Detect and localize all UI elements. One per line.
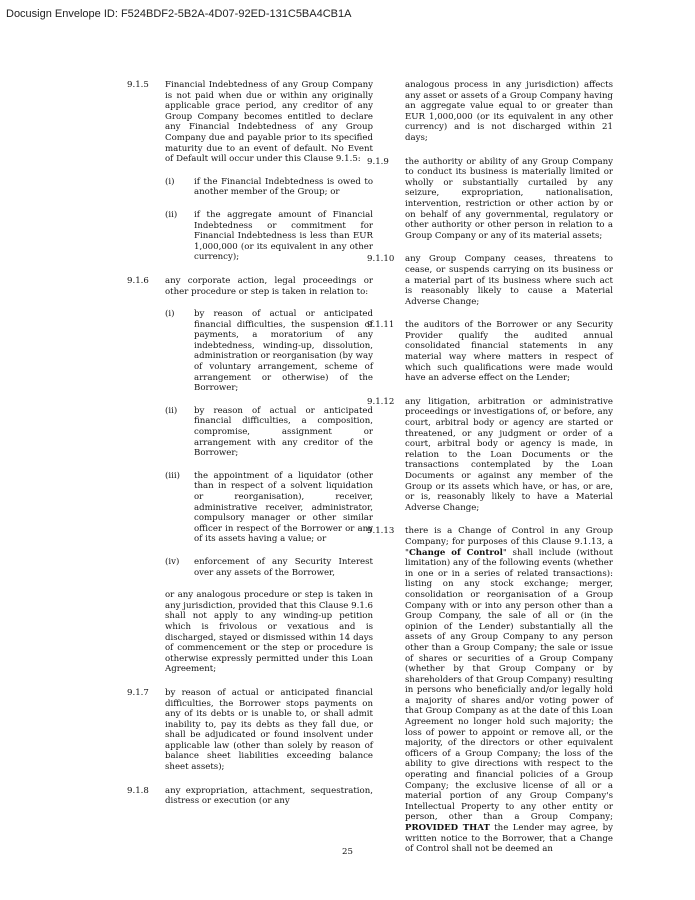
clause-9-1-12 [367, 396, 613, 514]
clause-text: any Group Company ceases, threatens to cease, or suspends carrying on its business or a material part of its business where such act is reasonably likely to cause a Material Adverse Change; [405, 254, 613, 307]
clause-number: 9.1.9 [367, 156, 389, 167]
clause-text: the authority or ability of any Group Company to conduct its business is materially limited or wholly or substantially curtailed by any seizure, expropriation, nationalisation, intervention, restriction or other action by or on behalf of any governmental, regulatory or other authority or other person in relation to a Group Company or any of its material assets; [405, 156, 613, 241]
clause-number: 9.1.10 [367, 254, 395, 265]
clause-text: analogous process in any jurisdiction) affects any asset or assets of a Group Company having an aggregate value equal to or greater than EUR 1,000,000 (or its equivalent in any other currency) and is not discharged within 21 days; [405, 80, 613, 143]
clause-9-1-7 [127, 687, 373, 773]
clause-text: any litigation, arbitration or administrative proceedings or investigations of, or before, any court, arbitral body or agency are started or threatened, or any judgment or order of a court, arbitral body or agency is made, in relation to the Loan Documents or the transactions contemplated by the Loan Documents or against any member of the Group or its assets which have, or has, or are, or is, reasonably likely to have a Material Adverse Change; [405, 396, 613, 513]
clause-number: 9.1.7 [127, 687, 149, 698]
clause-number: 9.1.11 [367, 320, 395, 331]
clause-9-1-13 [367, 526, 613, 855]
subclause-text: if the Financial Indebtedness is owed to another member of the Group; or [194, 176, 373, 198]
clause-9-1-8-continued [405, 80, 613, 144]
clause-text: Financial Indebtedness of any Group Company is not paid when due or within any originally applicable grace period, any creditor of any Group Company becomes entitled to declare any Financial Indebtedness of any Group Company due and payable prior to its specified maturity due to an event of default. No Event of Default will occur under this Clause 9.1.5: [165, 80, 373, 165]
subclause-number: (ii) [165, 405, 178, 416]
clause-tail-text: or any analogous procedure or step is taken in any jurisdiction, provided that this Clause 9.1.6 shall not apply to any winding-up petition which is frivolous or vexatious and is discharged, stayed or dismissed within 14 days of commencement or the step or procedure is otherwise expressly permitted under this Loan Agreement; [165, 590, 373, 675]
clause-9-1-6 [127, 275, 373, 675]
subclause-text: the appointment of a liquidator (other than in respect of a solvent liquidation or reorganisation), receiver, administrative receiver, administrator, compulsory manager or other similar officer in respect of the Borrower or any of its assets having a value; or [194, 470, 373, 545]
right-column [367, 80, 613, 868]
clause-9-1-11 [367, 320, 613, 384]
subclause-text: enforcement of any Security Interest over any assets of the Borrower, [194, 556, 373, 578]
clause-text: any corporate action, legal proceedings or other procedure or step is taken in relation to: [165, 275, 373, 297]
clause-text-part-c: the Lender may agree, by written notice to the Borrower, that a Change of Control shall not be deemed an [405, 823, 613, 855]
subclause-number: (i) [165, 176, 175, 187]
subclause-i [165, 309, 373, 394]
subclause-number: (iv) [165, 556, 180, 567]
clause-number: 9.1.8 [127, 785, 149, 796]
clause-text: any expropriation, attachment, sequestration, distress or execution (or any [165, 785, 373, 807]
defined-term-change-of-control: Change of Control [408, 547, 503, 558]
clause-number: 9.1.6 [127, 275, 149, 286]
clause-9-1-10 [367, 254, 613, 307]
clause-number: 9.1.13 [367, 526, 395, 537]
subclause-i [165, 176, 373, 198]
subclause-iii [165, 470, 373, 545]
subclause-number: (iii) [165, 470, 180, 481]
clause-text: the auditors of the Borrower or any Security Provider qualify the audited annual consolidated financial statements in any material way where matters in respect of which such qualifications were made would have an adverse effect on the Lender; [405, 320, 613, 384]
subclause-ii [165, 405, 373, 459]
subclause-ii [165, 209, 373, 263]
clause-9-1-9 [367, 156, 613, 242]
envelope-id: Docusign Envelope ID: F524BDF2-5B2A-4D07-92ED-131C5BA4CB1A [6, 8, 352, 20]
clause-number: 9.1.5 [127, 80, 149, 90]
page-number: 25 [342, 847, 353, 857]
clause-text-part-b: " shall include (without limitation) any of the following events (whether in one or in a series of related transactions): listing on any stock exchange; merger, consolidation or reorganisation of a Group Company with or into any person other than a Group Company, the sale of all or (in the opinion of the Lender) substantially all the assets of any Group Company to any person other than a Group Company; the sale or issue of shares or securities of a Group Company (whether by that Group Company or by shareholders of that Group Company) resulting in persons who beneficially and/or legally hold a majority of shares and/or voting power of that Group Company as at the date of this Loan Agreement no longer hold such majority; the loss of power to appoint or remove all, or the majority, of the directors or other equivalent officers of a Group Company; the loss of the ability to give directions with respect to the operating and financial policies of a Group Company; the exclusive license of all or a material portion of any Group Company's Intellectual Property to any other entity or person, other than a Group Company; [405, 547, 613, 823]
clause-9-1-8 [127, 785, 373, 807]
clause-text [405, 526, 613, 854]
subclause-number: (ii) [165, 209, 178, 220]
subclause-iv [165, 556, 373, 578]
clause-9-1-5 [127, 80, 373, 263]
subclause-text: if the aggregate amount of Financial Indebtedness or commitment for Financial Indebtedness is less than EUR 1,000,000 (or its equivalent in any other currency); [194, 209, 373, 263]
clause-text: by reason of actual or anticipated financial difficulties, the Borrower stops payments on any of its debts or is unable to, or shall admit inability to, pay its debts as they fall due, or shall be adjudicated or found insolvent under applicable law (other than solely by reason of balance sheet liabilities exceeding balance sheet assets); [165, 687, 373, 773]
clause-number: 9.1.12 [367, 396, 395, 407]
subclause-text: by reason of actual or anticipated financial difficulties, the suspension of payments, a moratorium of any indebtedness, winding-up, dissolution, administration or reorganisation (by way of voluntary arrangement, scheme of arrangement or otherwise) of the Borrower; [194, 309, 373, 394]
clause-text-part-a: there is a Change of Control in any Group Company; for purposes of this Clause 9.1.13, a " [405, 526, 613, 558]
subclause-text: by reason of actual or anticipated financial difficulties, a composition, compromise, assignment or arrangement with any creditor of the Borrower; [194, 405, 373, 459]
subclause-number: (i) [165, 309, 175, 320]
provided-that-emphasis: PROVIDED THAT [405, 823, 490, 833]
left-column [127, 80, 373, 820]
